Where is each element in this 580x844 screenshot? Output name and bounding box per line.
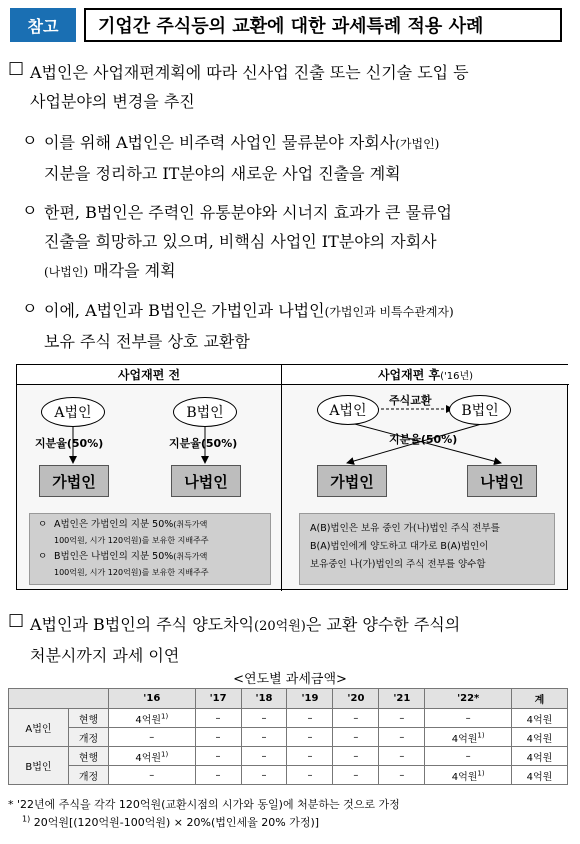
restructuring-diagram	[16, 364, 568, 590]
item-3-line2: 보유 주식 전부를 상호 교환함	[44, 332, 250, 351]
note-bullet: ㅇ	[38, 519, 48, 530]
amount-value: –	[261, 769, 267, 781]
amount-cell	[241, 747, 287, 766]
item-3-note: (가법인과 비특수관계자)	[324, 305, 454, 319]
footnote-1: * '22년에 주식을 각각 120억원(교환시점의 시가와 동일)에 처분하는 것으로 가정	[8, 798, 400, 811]
note-1-line2: 100억원, 시가 120억원)를 보유한 지배주주	[54, 536, 209, 545]
before-b-share: 지분율(50%)	[169, 437, 238, 450]
amount-value: –	[399, 769, 405, 781]
amount-cell	[379, 766, 425, 785]
amount-cell	[333, 728, 379, 747]
after-ga-company: 가법인	[317, 465, 387, 497]
item-2-line1: 한편, B법인은 주력인 유통분야와 시너지 효과가 큰 물류업	[44, 203, 452, 222]
section1-line2: 사업분야의 변경을 추진	[30, 92, 195, 111]
item-2-line2: 진출을 희망하고 있으며, 비핵심 사업인 IT분야의 자회사	[44, 232, 437, 251]
amount-cell	[512, 728, 568, 747]
amount-cell	[195, 728, 241, 747]
amount-value: –	[149, 731, 155, 743]
item-2-line3: 매각을 계획	[88, 261, 176, 280]
footnote-2-text: 20억원[(120억원-100억원) × 20%(법인세율 20% 가정)]	[33, 816, 320, 829]
before-ga-company: 가법인	[39, 465, 109, 497]
amount-value: –	[353, 769, 359, 781]
before-a-share: 지분율(50%)	[35, 437, 104, 450]
after-note	[299, 513, 555, 585]
table-row	[9, 766, 568, 785]
amount-cell	[287, 747, 333, 766]
regime-cell: 개정	[69, 766, 109, 785]
amount-cell	[287, 766, 333, 785]
after-na-company: 나법인	[467, 465, 537, 497]
square-bullet: □	[8, 58, 25, 78]
amount-value: 4억원	[135, 714, 162, 726]
header-cell	[9, 689, 109, 709]
page-title: 기업간 주식등의 교환에 대한 과세특례 적용 사례	[84, 8, 562, 42]
footnote-2	[22, 814, 319, 830]
amount-value: –	[465, 712, 471, 724]
before-note	[29, 513, 271, 585]
header	[10, 8, 562, 42]
header-cell: '17	[195, 689, 241, 709]
header-cell: '18	[241, 689, 287, 709]
amount-cell	[109, 747, 196, 766]
amount-cell	[287, 709, 333, 728]
item-2-note: (나법인)	[44, 265, 89, 279]
company-cell: A법인	[9, 709, 69, 747]
header-cell: '20	[333, 689, 379, 709]
circle-bullet: ㅇ	[22, 299, 38, 318]
amount-cell	[241, 728, 287, 747]
amount-value: 4억원	[526, 752, 553, 764]
amount-cell	[512, 747, 568, 766]
amount-value: –	[307, 712, 313, 724]
amount-cell	[195, 747, 241, 766]
amount-value: –	[149, 769, 155, 781]
amount-value: –	[353, 750, 359, 762]
item-3	[44, 296, 574, 356]
amount-value: –	[215, 731, 221, 743]
footnote-mark: 1)	[161, 712, 169, 721]
before-na-company: 나법인	[171, 465, 241, 497]
section1-line1: A법인은 사업재편계획에 따라 신사업 진출 또는 신기술 도입 등	[30, 63, 469, 82]
amount-cell	[287, 728, 333, 747]
footnote-mark: 1)	[161, 750, 169, 759]
amount-value: –	[399, 750, 405, 762]
before-b-company: B법인	[173, 397, 237, 427]
footnote-mark: 1)	[477, 769, 485, 778]
item-2	[44, 198, 574, 287]
section2-line2: 처분시까지 과세 이연	[30, 646, 180, 665]
item-1	[44, 128, 574, 188]
item-1-line1: 이를 위해 A법인은 비주력 사업인 물류분야 자회사	[44, 133, 396, 152]
header-cell: '16	[109, 689, 196, 709]
after-title-text: 사업재편 후	[377, 368, 441, 382]
amount-cell	[425, 766, 512, 785]
amount-value: 4억원	[451, 771, 478, 783]
before-title: 사업재편 전	[17, 365, 281, 385]
square-bullet: □	[8, 610, 25, 630]
amount-value: 4억원	[135, 752, 162, 764]
amount-value: –	[353, 731, 359, 743]
tax-table	[8, 688, 568, 785]
header-cell: 계	[512, 689, 568, 709]
amount-cell	[333, 747, 379, 766]
item-1-line2: 지분을 정리하고 IT분야의 새로운 사업 진출을 계획	[44, 164, 401, 183]
company-cell: B법인	[9, 747, 69, 785]
amount-cell	[425, 747, 512, 766]
amount-cell	[379, 747, 425, 766]
amount-cell	[333, 766, 379, 785]
amount-value: –	[465, 750, 471, 762]
amount-value: –	[215, 712, 221, 724]
regime-cell: 개정	[69, 728, 109, 747]
amount-cell	[425, 709, 512, 728]
amount-value: –	[307, 750, 313, 762]
amount-cell	[241, 766, 287, 785]
circle-bullet: ㅇ	[22, 131, 38, 150]
amount-cell	[333, 709, 379, 728]
amount-cell	[425, 728, 512, 747]
before-a-company: A법인	[41, 397, 105, 427]
section2-line1b: (20억원)	[254, 619, 306, 634]
amount-value: –	[307, 769, 313, 781]
circle-bullet: ㅇ	[22, 201, 38, 220]
exchange-label: 주식교환	[389, 394, 432, 407]
item-3-line1: 이에, A법인과 B법인은 가법인과 나법인	[44, 301, 325, 320]
after-note-line2: B(A)법인에게 양도하고 대가로 B(A)법인이	[310, 541, 489, 552]
reference-badge: 참고	[10, 8, 76, 42]
after-share: 지분율(50%)	[389, 433, 458, 446]
amount-cell	[241, 709, 287, 728]
note-1-line1-extra: (취득가액	[173, 520, 208, 529]
amount-value: –	[215, 750, 221, 762]
amount-value: 4억원	[451, 733, 478, 745]
regime-cell: 현행	[69, 747, 109, 766]
amount-cell	[109, 709, 196, 728]
note-2-line1: B법인은 나법인의 지분 50%	[54, 551, 174, 562]
amount-cell	[512, 709, 568, 728]
table-header-row	[9, 689, 568, 709]
header-cell: '22*	[425, 689, 512, 709]
table-row	[9, 728, 568, 747]
after-note-line3: 보유중인 나(가)법인의 주식 전부를 양수함	[310, 559, 486, 570]
amount-cell	[195, 766, 241, 785]
section2-text	[30, 610, 570, 670]
amount-value: 4억원	[526, 771, 553, 783]
section2-line1a: A법인과 B법인의 주식 양도차익	[30, 615, 255, 634]
amount-cell	[195, 709, 241, 728]
table-row	[9, 709, 568, 728]
section1-text	[30, 58, 570, 116]
note-1-line1: A법인은 가법인의 지분 50%	[54, 519, 174, 530]
header-cell: '19	[287, 689, 333, 709]
note-2-line2: 100억원, 시가 120억원)를 보유한 지배주주	[54, 568, 209, 577]
amount-value: –	[261, 712, 267, 724]
amount-value: –	[261, 731, 267, 743]
amount-value: 4억원	[526, 733, 553, 745]
amount-value: –	[399, 712, 405, 724]
amount-cell	[109, 728, 196, 747]
amount-cell	[512, 766, 568, 785]
amount-value: 4억원	[526, 714, 553, 726]
amount-value: –	[307, 731, 313, 743]
section2-line1c: 은 교환 양수한 주식의	[305, 615, 461, 634]
amount-value: –	[215, 769, 221, 781]
item-1-note: (가법인)	[395, 137, 440, 151]
regime-cell: 현행	[69, 709, 109, 728]
table-body	[9, 709, 568, 785]
amount-cell	[379, 709, 425, 728]
amount-cell	[379, 728, 425, 747]
note-2-line1-extra: (취득가액	[173, 552, 208, 561]
after-b-company: B법인	[449, 395, 511, 425]
after-a-company: A법인	[317, 395, 379, 425]
after-title-year: ('16년)	[440, 371, 474, 382]
amount-value: –	[399, 731, 405, 743]
footnote-mark: 1)	[477, 731, 485, 740]
table-caption: <연도별 과세금액>	[233, 672, 347, 687]
after-note-line1: A(B)법인은 보유 중인 가(나)법인 주식 전부를	[310, 523, 500, 534]
table-row	[9, 747, 568, 766]
amount-value: –	[261, 750, 267, 762]
footnote-2-mark: 1)	[22, 814, 31, 824]
note-bullet: ㅇ	[38, 551, 48, 562]
amount-cell	[109, 766, 196, 785]
amount-value: –	[353, 712, 359, 724]
header-cell: '21	[379, 689, 425, 709]
